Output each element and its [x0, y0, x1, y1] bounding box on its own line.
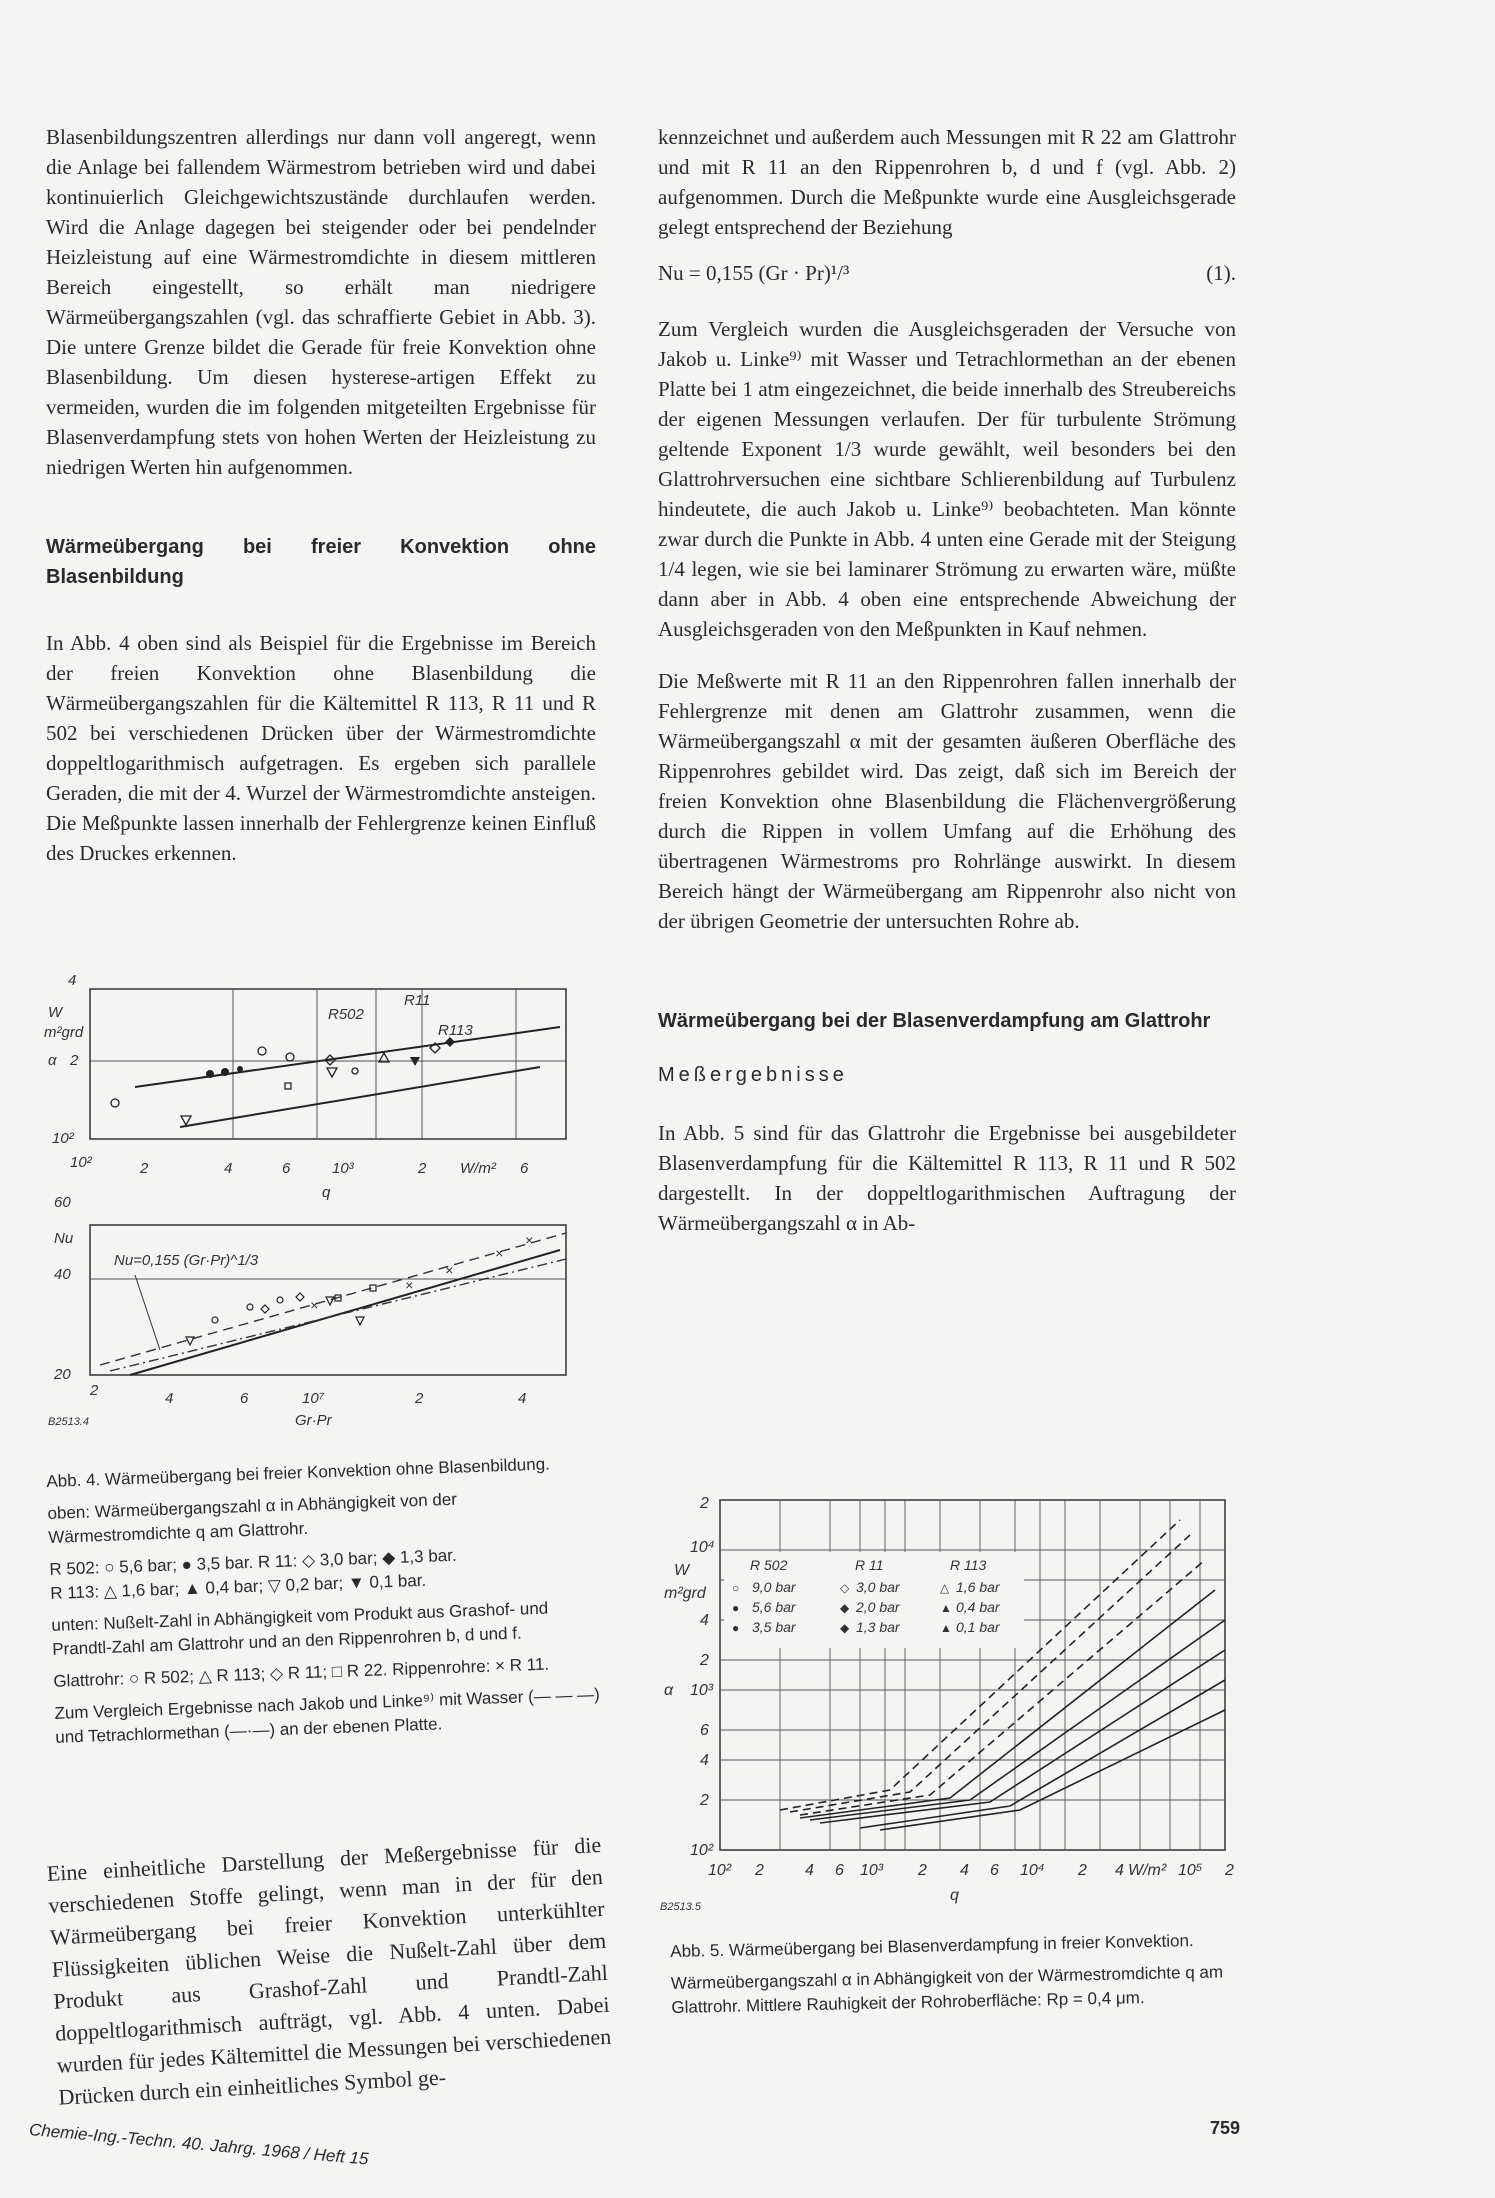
fig5-x-tick: 2 [1225, 1862, 1234, 1879]
fig4-bottom-ccl4 [110, 1259, 566, 1371]
svg-text:◇: ◇ [840, 1581, 850, 1595]
fig4-caption-r502: R 502: ○ 5,6 bar; ● 3,5 bar. R 11: ◇ 3,0 bar; ◆ 1,3 bar. [49, 1545, 457, 1579]
fig5-legend-entry: 5,6 bar [752, 1599, 796, 1615]
fig4-bottom-x-tick: 10⁷ [302, 1390, 325, 1407]
fig4-top-y-unit-top: W [48, 1004, 63, 1021]
svg-text:×: × [310, 1297, 319, 1313]
fig4-top-y-unit-bottom: m²grd [44, 1024, 84, 1041]
fig5-legend-entry: 2,0 bar [856, 1599, 900, 1615]
svg-text:●: ● [732, 1601, 740, 1615]
fig4-bottom-x-tick: 2 [90, 1382, 99, 1399]
svg-text:△: △ [940, 1581, 950, 1595]
footer-journal: Chemie-Ing.-Techn. 40. Jahrg. 1968 / Heft 15 [28, 2120, 370, 2169]
fig5-x-label: q [950, 1887, 959, 1904]
fig5-y-tick: 2 [700, 1495, 709, 1512]
fig5-x-tick: 10³ [860, 1862, 884, 1879]
fig4-label-r11: R11 [404, 992, 431, 1009]
fig5-legend-entry: 3,0 bar [856, 1579, 900, 1595]
fig4-formula-leader [135, 1275, 160, 1350]
fig5-x-tick: 4 [1115, 1862, 1124, 1879]
right-para-3: Die Meßwerte mit R 11 an den Rippenrohren fallen innerhalb der Fehlergrenze mit denen am Glattrohr zusammen, wenn die Wärmeübergangszahl α mit der gesamten äußeren Oberfläche des Rippenrohres gebildet wird. Das zeigt, daß sich im Bereich der freien Konvektion ohne Blasenbildung die Flächenvergrößerung durch die Rippen in vollem Umfang auf die Erhöhung des übertragenen Wärmestroms pro Rohrlänge auswirkt. In diesem Bereich hängt der Wärmeübergang am Rippenrohr also nicht von der übrigen Geometrie der untersuchten Rohre ab. [658, 669, 1236, 933]
figure-5 [660, 1480, 1260, 1955]
fig5-x-tick: 10⁴ [1020, 1862, 1045, 1879]
fig4-bottom-x-tick: 2 [415, 1390, 424, 1407]
fig4-caption-glattrohr: Glattrohr: ○ R 502; △ R 113; ◇ R 11; □ R 22. Rippenrohre: × R 11. [53, 1654, 550, 1691]
figure-4 [40, 975, 600, 1470]
fig5-legend-r11: R 11 [855, 1557, 884, 1573]
fig4-bottom-x-tick: 4 [165, 1390, 174, 1407]
fig5-x-tick: 6 [990, 1862, 999, 1879]
fig5-x-tick: 2 [918, 1862, 927, 1879]
fig4-caption-title: Abb. 4. Wärmeübergang bei freier Konvektion ohne Blasenbildung. [46, 1454, 551, 1491]
fig4-top-x-label: q [322, 1184, 331, 1201]
fig4-caption-vergleich: Zum Vergleich Ergebnisse nach Jakob und Linke⁹⁾ mit Wasser (— — —) und Tetrachlormethan (—·—) an der ebenen Platte. [54, 1684, 601, 1747]
figure-4-svg [40, 975, 600, 1465]
fig4-figure-id: B2513.4 [48, 1416, 89, 1428]
fig4-top-x-tick: 10² [70, 1154, 92, 1171]
fig5-x-tick: 2 [755, 1862, 764, 1879]
fig5-legend-entry: 1,3 bar [856, 1619, 900, 1635]
fig4-bottom-x-label: Gr·Pr [295, 1412, 332, 1429]
fig5-caption [670, 1928, 1242, 2028]
fig4-label-r113: R113 [438, 1022, 473, 1039]
fig5-legend-entry: 0,4 bar [956, 1599, 1000, 1615]
fig5-x-tick: 10⁵ [1178, 1862, 1203, 1879]
figure-5-svg [660, 1480, 1260, 1950]
fig5-legend-entry: 0,1 bar [956, 1619, 1000, 1635]
left-bottom-paragraph: Eine einheitliche Darstellung der Meßergebnisse für die verschiedenen Stoffe gelingt, wenn man in der für den Wärmeübergang bei freier Konvektion unterkühlter Flüssigkeiten üblichen Weise die Nußelt-Zahl über dem Produkt aus Grashof-Zahl und Prandtl-Zahl doppeltlogarithmisch aufträgt, vgl. Abb. 4 unten. Dabei wurden für jedes Kältemittel die Messungen bei verschiedenen Drücken durch ein einheitliches Symbol ge- [46, 1831, 612, 2110]
fig4-top-y-tick-4: 4 [68, 975, 77, 989]
svg-text:×: × [495, 1245, 504, 1261]
fig4-top-x-tick: 6 [282, 1160, 291, 1177]
fig4-top-y-tick-2: 2 [70, 1052, 79, 1069]
heading-free-convection: Wärmeübergang bei freier Konvektion ohne Blasenbildung [46, 536, 596, 588]
fig4-bottom-y-label: Nu [54, 1230, 74, 1247]
fig5-x-tick: 6 [835, 1862, 844, 1879]
fig4-caption-unten: unten: Nußelt-Zahl in Abhängigkeit vom Produkt aus Grashof- und Prandtl-Zahl am Glattrohr und an den Rippenrohren b, d und f. [51, 1598, 549, 1659]
fig4-top-x-tick: 2 [140, 1160, 149, 1177]
fig4-top-x-tick: 2 [418, 1160, 427, 1177]
fig4-top-x-tick: 6 [520, 1160, 529, 1177]
fig5-y-symbol: α [664, 1682, 674, 1699]
left-column [46, 122, 596, 890]
fig4-label-r502: R502 [328, 1006, 364, 1023]
right-para-2: Zum Vergleich wurden die Ausgleichsgeraden der Versuche von Jakob u. Linke⁹⁾ mit Wasser und Tetrachlormethan an der ebenen Platte bei 1 atm eingezeichnet, die beide innerhalb des Streubereichs der eigenen Messungen verlaufen. Der für turbulente Strömung geltende Exponent 1/3 wurde gewählt, weil besonders bei den Glattrohrversuchen eine sichtbare Schlierenbildung auf Turbulenz hindeutete, die auch Jakob u. Linke⁹⁾ beobachteten. Man könnte zwar durch die Punkte in Abb. 4 unten eine Gerade mit der Steigung 1/4 legen, wie sie bei laminarer Strömung zu erwarten wäre, müßte dann aber in Abb. 4 oben eine entsprechende Abweichung der Ausgleichsgeraden von den Meßpunkten in Kauf nehmen. [658, 317, 1236, 641]
fig5-x-tick: 4 [805, 1862, 814, 1879]
fig4-caption [46, 1451, 611, 1758]
fig5-y-tick: 2 [700, 1652, 709, 1669]
fig5-y-tick: 2 [700, 1792, 709, 1809]
fig5-y-unit-bottom: m²grd [664, 1585, 706, 1602]
fig4-top-x-tick: W/m² [460, 1160, 496, 1177]
svg-text:▲: ▲ [940, 1621, 952, 1635]
svg-text:×: × [445, 1262, 454, 1278]
fig4-top-y-tick-100: 10² [52, 1130, 74, 1147]
fig5-y-tick: 6 [700, 1722, 709, 1739]
fig5-x-tick: 4 [960, 1862, 969, 1879]
fig5-legend-entry: 3,5 bar [752, 1619, 796, 1635]
fig4-formula-label: Nu=0,155 (Gr·Pr)^1/3 [114, 1252, 259, 1269]
svg-text:×: × [525, 1232, 534, 1248]
fig4-bottom-y-tick-40: 40 [54, 1266, 71, 1283]
equation-number: (1). [1206, 261, 1236, 285]
fig5-legend-entry: 9,0 bar [752, 1579, 796, 1595]
fig4-bottom-y-tick-20: 20 [54, 1366, 71, 1383]
fig5-y-tick: 10³ [690, 1682, 714, 1699]
right-para-1: kennzeichnet und außerdem auch Messungen mit R 22 am Glattrohr und mit R 11 an den Rippenrohren b, d und f (vgl. Abb. 2) aufgenommen. Durch die Meßpunkte wurde eine Ausgleichsgerade gelegt entsprechend der Beziehung [658, 125, 1236, 239]
svg-text:○: ○ [732, 1581, 740, 1595]
fig4-bottom-markers [186, 1285, 376, 1345]
fig5-caption-title: Abb. 5. Wärmeübergang bei Blasenverdampfung in freier Konvektion. [670, 1931, 1194, 1961]
fig4-top-line-upper [135, 1027, 560, 1087]
fig5-legend-r113: R 113 [950, 1557, 987, 1573]
fig4-top-x-tick: 4 [224, 1160, 233, 1177]
right-para-4: In Abb. 5 sind für das Glattrohr die Ergebnisse bei ausgebildeter Blasenverdampfung für die Kältemittel R 113, R 11 und R 502 dargestellt. In der doppeltlogarithmischen Auftragung der Wärmeübergangszahl α in Ab- [658, 1121, 1236, 1235]
fig5-y-tick: 10⁴ [690, 1539, 715, 1556]
svg-text:◆: ◆ [840, 1621, 850, 1635]
fig5-x-tick: 2 [1078, 1862, 1087, 1879]
svg-text:×: × [405, 1277, 414, 1293]
right-column [658, 122, 1236, 1260]
page-number: 759 [1210, 2118, 1241, 2138]
left-para-1: Blasenbildungszentren allerdings nur dann voll angeregt, wenn die Anlage bei fallendem Wärmestrom betrieben wird und dabei kontinuierlich Gleichgewichtszustände durchlaufen werden. Wird die Anlage dagegen bei steigender oder bei pendelnder Heizleistung auf eine Wärmestromdichte in diesem mittleren Bereich eingestellt, so erhält man niedrigere Wärmeübergangszahlen (vgl. das schraffierte Gebiet in Abb. 3). Die untere Grenze bildet die Gerade für freie Konvektion ohne Blasenbildung. Um diesen hysterese-artigen Effekt zu vermeiden, wurden die im folgenden mitgeteilten Ergebnisse für Blasenverdampfung stets von hohen Werten der Heizleistung zu niedrigen Werten hin aufgenommen. [46, 125, 596, 479]
fig4-bottom-x-tick: 4 [518, 1390, 527, 1407]
fig4-bottom-y-tick-60: 60 [54, 1194, 71, 1211]
fig4-bottom-x-tick: 6 [240, 1390, 249, 1407]
fig5-y-tick: 4 [700, 1752, 709, 1769]
fig4-caption-oben: oben: Wärmeübergangszahl α in Abhängigkeit von der Wärmestromdichte q am Glattrohr. [47, 1489, 458, 1547]
left-para-2: In Abb. 4 oben sind als Beispiel für die Ergebnisse im Bereich der freien Konvektion ohne Blasenbildung die Wärmeübergangszahlen für die Kältemittel R 113, R 11 und R 502 bei verschiedenen Drücken über der Wärmestromdichte doppeltlogarithmisch aufgetragen. Es ergeben sich parallele Geraden, die mit der 4. Wurzel der Wärmestromdichte ansteigen. Die Meßpunkte lassen innerhalb der Fehlergrenze keinen Einfluß des Druckes erkennen. [46, 631, 596, 865]
fig5-caption-text: Wärmeübergangszahl α in Abhängigkeit von der Wärmestromdichte q am Glattrohr. Mittlere Rauhigkeit der Rohroberfläche: Rp = 0,4 μm. [670, 1962, 1224, 2017]
fig4-top-line-lower [180, 1067, 540, 1127]
fig4-caption-r113: R 113: △ 1,6 bar; ▲ 0,4 bar; ▽ 0,2 bar; ▼ 0,1 bar. [49, 1570, 427, 1603]
fig5-y-tick: 4 [700, 1612, 709, 1629]
svg-text:●: ● [732, 1621, 740, 1635]
equation-1 [658, 258, 1236, 288]
svg-text:◆: ◆ [840, 1601, 850, 1615]
fig5-y-unit-top: W [674, 1562, 690, 1579]
fig5-legend-entry: 1,6 bar [956, 1579, 1000, 1595]
heading-bubble-boiling: Wärmeübergang bei der Blasenverdampfung am Glattrohr [658, 1010, 1211, 1032]
fig5-x-tick: 10² [708, 1862, 732, 1879]
fig4-top-y-symbol: α [48, 1052, 57, 1069]
fig5-legend-r502: R 502 [750, 1557, 788, 1573]
fig4-top-x-tick: 10³ [332, 1160, 354, 1177]
fig5-figure-id: B2513.5 [660, 1901, 701, 1913]
svg-text:▲: ▲ [940, 1601, 952, 1615]
fig5-x-tick: W/m² [1128, 1862, 1167, 1879]
fig5-y-tick: 10² [690, 1842, 714, 1859]
equation-text: Nu = 0,155 (Gr · Pr)¹/³ [658, 261, 850, 285]
subheading-messergebnisse: Meßergebnisse [658, 1064, 848, 1086]
